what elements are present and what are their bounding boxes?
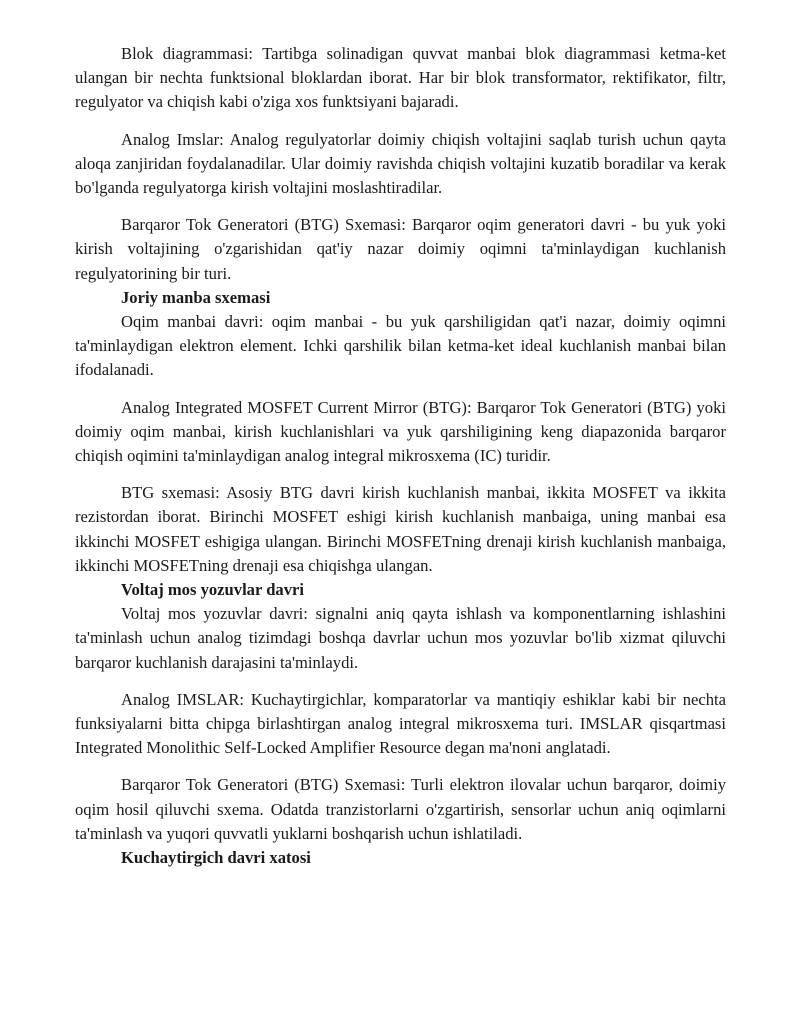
paragraph-oqim-manbai: Oqim manbai davri: oqim manbai - bu yuk qarshiligidan qat'i nazar, doimiy oqimni ta'minlaydigan elektron element. Ichki qarshilik bilan ketma-ket ideal kuchlanish manbai bilan ifodalanadi.	[75, 312, 726, 380]
paragraph-mosfet-current-mirror: Analog Integrated MOSFET Current Mirror (BTG): Barqaror Tok Generatori (BTG) yoki doimiy oqim manbai, kirish kuchlanishlari va yuk qarshiligining keng diapazonida barqaror chiqish oqimini ta'minlaydigan analog integral mikrosxema (IC) turidir.	[75, 397, 726, 466]
paragraph-btg-asosiy: BTG sxemasi: Asosiy BTG davri kirish kuchlanish manbai, ikkita MOSFET va ikkita rezistordan iborat. Birinchi MOSFET eshigi kirish kuchlanish manbaiga, uning manbai esa ikkinchi MOSFET eshigiga ulangan. Birinchi MOSFETning drenaji kirish kuchlanish manbaiga, ikkinchi MOSFETning drenaji esa chiqishga ulangan.	[75, 483, 726, 575]
heading-joriy-manba: Joriy manba sxemasi	[121, 287, 271, 307]
paragraph-analog-imslar-2: Analog IMSLAR: Kuchaytirgichlar, komparatorlar va mantiqiy eshiklar kabi bir nechta funksiyalarni bitta chipga birlashtirgan analog integral mikrosxema turi. IMSLAR qisqartmasi Integrated Monolithic Self-Locked Amplifier Resource degan ma'noni anglatadi.	[75, 689, 726, 758]
document-page	[75, 42, 726, 870]
paragraph-analog-imslar: Analog Imslar: Analog regulyatorlar doimiy chiqish voltajini saqlab turish uchun qayta aloqa zanjiridan foydalanadilar. Ular doimiy ravishda chiqish voltajini kuzatib boradilar va kerak bo'lganda regulyatorga kirish voltajini moslashtiradilar.	[75, 129, 726, 198]
paragraph-voltaj-davri: Voltaj mos yozuvlar davri: signalni aniq qayta ishlash va komponentlarning ishlashini ta'minlash uchun analog tizimdagi boshqa davrlar uchun mos yozuvlar bo'lib xizmat qiluvchi barqaror kuchlanish darajasini ta'minlaydi.	[75, 604, 726, 672]
paragraph-btg-turli: Barqaror Tok Generatori (BTG) Sxemasi: Turli elektron ilovalar uchun barqaror, doimiy oqim hosil qiluvchi sxema. Odatda tranzistorlarni o'zgartirish, sensorlar uchun aniq oqimlarni ta'minlash va yuqori quvvatli yuklarni boshqarish uchun ishlatiladi.	[75, 775, 726, 843]
heading-kuchaytirgich-xatosi: Kuchaytirgich davri xatosi	[121, 848, 311, 868]
paragraph-btg-sxemasi: Barqaror Tok Generatori (BTG) Sxemasi: Barqaror oqim generatori davri - bu yuk yoki kirish voltajining o'zgarishidan qat'iy nazar doimiy oqimni ta'minlaydigan kuchlanish regulyatorining bir turi.	[75, 215, 726, 283]
heading-voltaj-mos-yozuvlar: Voltaj mos yozuvlar davri	[121, 580, 304, 600]
paragraph-block-diagram: Blok diagrammasi: Tartibga solinadigan quvvat manbai blok diagrammasi ketma-ket ulangan bir nechta funktsional bloklardan iborat. Har bir blok transformator, rektifikator, filtr, regulyator va chiqish kabi o'ziga xos funktsiyani bajaradi.	[75, 44, 726, 112]
